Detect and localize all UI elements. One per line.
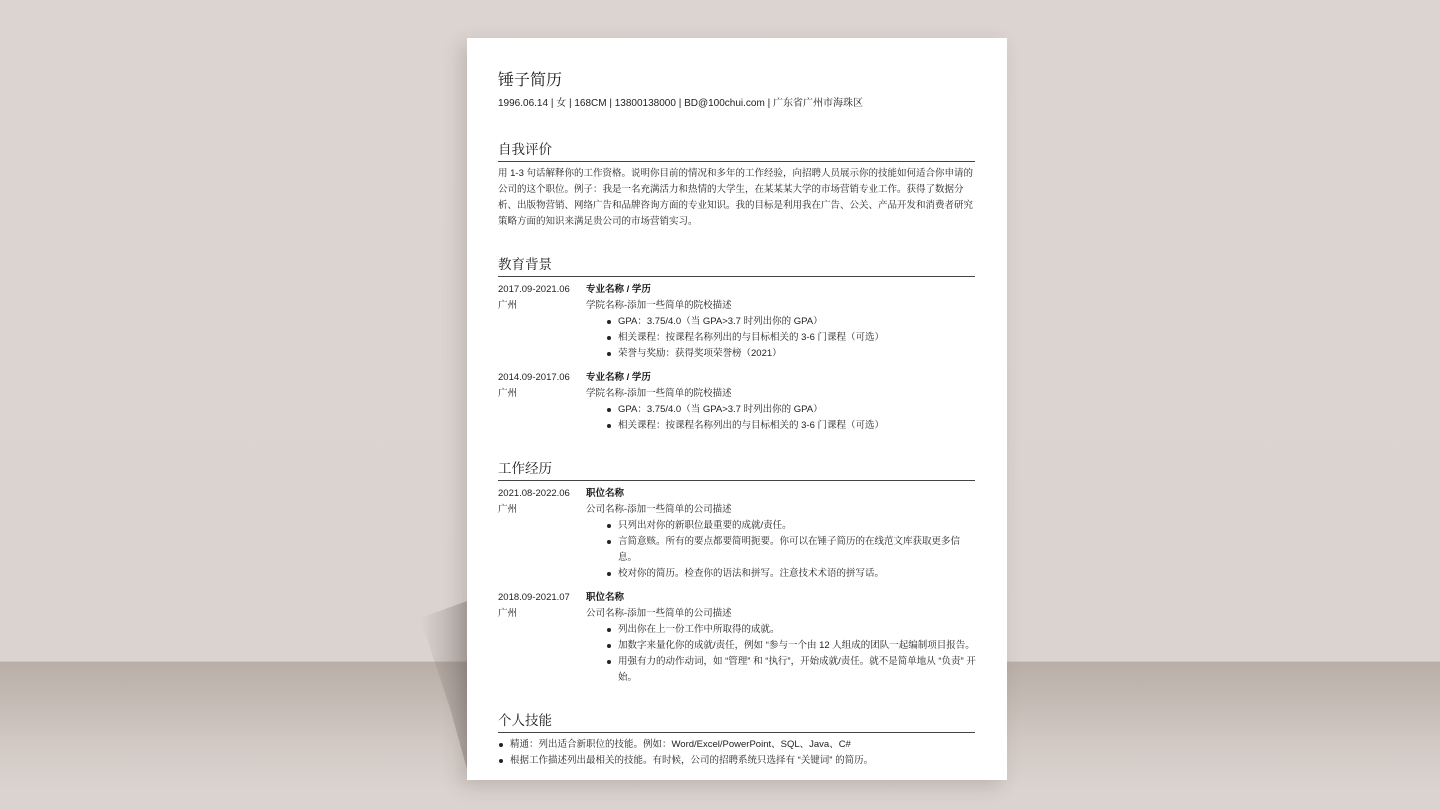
education-entry [498, 282, 975, 362]
entry-location: 广州 [498, 504, 518, 515]
section-education [498, 256, 975, 434]
bullet-item: 相关课程：按课程名称列出的与目标相关的 3-6 门课程（可选） [618, 418, 978, 434]
entry-date: 2018.09-2021.07 [498, 592, 570, 603]
bullet-item: 只列出对你的新职位最重要的成就/责任。 [618, 518, 978, 534]
bullet-item: 相关课程：按课程名称列出的与目标相关的 3-6 门课程（可选） [618, 330, 978, 346]
education-entry [498, 370, 975, 434]
bullet-item: 加数字来量化你的成就/责任，例如 “参与一个由 12 人组成的团队一起编制项目报告。 [618, 638, 978, 654]
bullet-item: 列出你在上一份工作中所取得的成就。 [618, 622, 978, 638]
entry-date: 2017.09-2021.06 [498, 284, 570, 295]
work-entry [498, 590, 975, 686]
skills-list [498, 737, 975, 769]
bullet-item: 言简意赅。所有的要点都要简明扼要。你可以在锤子简历的在线范文库获取更多信息。 [618, 534, 978, 566]
entry-subheading: 学院名称-添加一些简单的院校描述 [586, 388, 732, 399]
bullet-item: 校对你的简历。检查你的语法和拼写。注意技术术语的拼写话。 [618, 566, 978, 582]
bullet-item: GPA：3.75/4.0（当 GPA>3.7 时列出你的 GPA） [618, 402, 978, 418]
entry-bullets [498, 518, 975, 582]
entry-location: 广州 [498, 388, 518, 399]
section-title: 自我评价 [498, 141, 975, 162]
entry-subheading: 公司名称-添加一些简单的公司描述 [586, 608, 732, 619]
self-evaluation-text: 用 1-3 句话解释你的工作资格。说明你目前的情况和多年的工作经验，向招聘人员展示你的技能如何适合你申请的公司的这个职位。例子：我是一名充满活力和热情的大学生，在某某某大学的市场营销专业工作。获得了数据分析、出版物营销、网络广告和品牌咨询方面的专业知识。我的目标是利用我在广告、公关、产品开发和消费者研究策略方面的知识来满足贵公司的市场营销实习。 [498, 168, 974, 227]
entry-date: 2021.08-2022.06 [498, 488, 570, 499]
entry-location: 广州 [498, 300, 518, 311]
entry-heading: 职位名称 [586, 592, 625, 603]
entry-date: 2014.09-2017.06 [498, 372, 570, 383]
section-work [498, 460, 975, 686]
resume-page [467, 38, 1007, 780]
entry-heading: 职位名称 [586, 488, 625, 499]
entry-location: 广州 [498, 608, 518, 619]
entry-subheading: 学院名称-添加一些简单的院校描述 [586, 300, 732, 311]
skill-item: 精通：列出适合新职位的技能。例如：Word/Excel/PowerPoint、SQL、Java、C# [510, 737, 975, 753]
entry-heading: 专业名称 / 学历 [586, 284, 651, 295]
skill-item: 根据工作描述列出最相关的技能。有时候，公司的招聘系统只选择有 “关键词” 的简历。 [510, 753, 975, 769]
entry-heading: 专业名称 / 学历 [586, 372, 651, 383]
resume-name: 锤子简历 [498, 72, 563, 89]
contact-info: 1996.06.14 | 女 | 168CM | 13800138000 | BD@100chui.com | 广东省广州市海珠区 [498, 98, 863, 109]
bullet-item: 用强有力的动作动词，如 “管理” 和 “执行”，开始成就/责任。就不是简单地从 “负责” 开始。 [618, 654, 978, 686]
entry-bullets [498, 402, 975, 434]
bullet-item: 荣誉与奖励：获得奖项荣誉榜（2021） [618, 346, 978, 362]
section-title: 工作经历 [498, 460, 975, 481]
section-title: 教育背景 [498, 256, 975, 277]
work-entry [498, 486, 975, 582]
bullet-item: GPA：3.75/4.0（当 GPA>3.7 时列出你的 GPA） [618, 314, 978, 330]
entry-subheading: 公司名称-添加一些简单的公司描述 [586, 504, 732, 515]
section-self-evaluation [498, 141, 975, 230]
entry-bullets [498, 314, 975, 362]
section-title: 个人技能 [498, 712, 975, 733]
entry-bullets [498, 622, 975, 686]
section-skills [498, 712, 975, 769]
